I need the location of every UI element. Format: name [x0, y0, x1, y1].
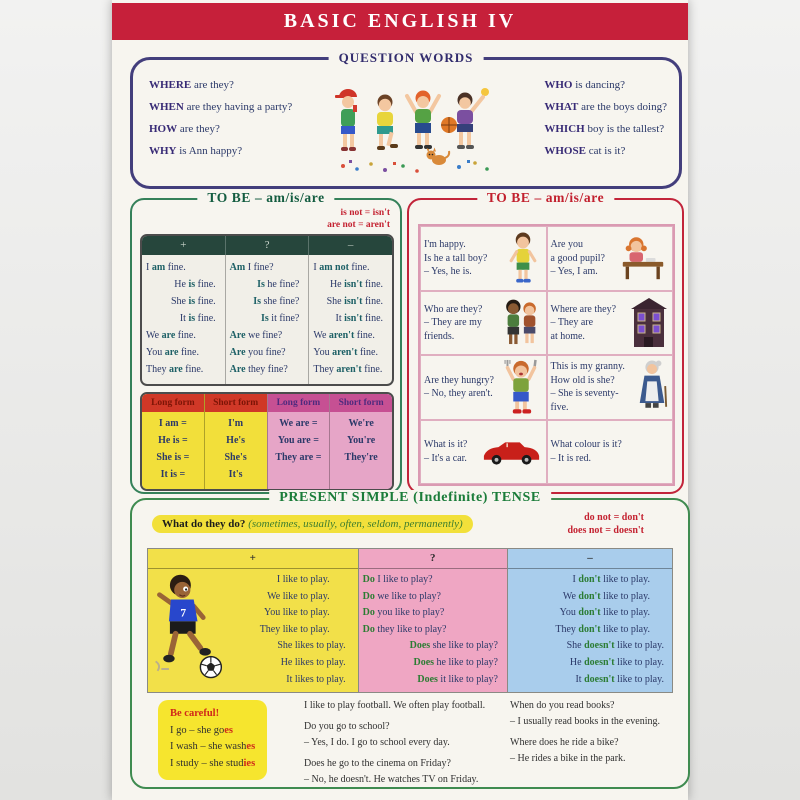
example-line: – They are my — [424, 317, 482, 328]
sentence-line: Do they like to play? — [362, 623, 447, 635]
sentence-line: You don't like to play. — [559, 607, 650, 619]
note-line: are not = aren't — [327, 220, 390, 230]
minus-header: – — [308, 236, 392, 255]
example-cell — [420, 291, 547, 356]
long-short-form-table — [140, 392, 394, 491]
granny-icon — [635, 359, 669, 415]
sentence-line: Does he like to play? — [413, 656, 498, 668]
example-sentence: Do you go to school? — [304, 721, 390, 732]
negative-column — [507, 549, 672, 692]
form-cell: We're — [348, 418, 374, 429]
sentence-line: You aren't fine. — [313, 347, 378, 358]
sentence-line: He isn't fine. — [329, 279, 384, 290]
football-boy-icon — [148, 569, 228, 689]
question-line: HOW are they? — [149, 123, 220, 135]
poster-page — [112, 0, 688, 800]
spelling-rule-line: I study – she studies — [170, 757, 256, 769]
form-cell: It's — [228, 469, 243, 480]
affirmative-column — [142, 255, 225, 384]
form-cell: She is = — [156, 452, 190, 463]
example-line: friends. — [424, 330, 455, 342]
sentence-line: It likes to play. — [286, 673, 346, 685]
example-cell — [420, 226, 547, 291]
sentence-line: Are you fine? — [229, 347, 286, 358]
examples-right — [510, 698, 678, 767]
sentence-line: You are fine. — [146, 347, 199, 358]
example-sentence: Where does he ride a bike? — [510, 737, 619, 748]
example-line: – Yes, I am. — [550, 266, 598, 277]
long-form-header-2: Long form — [268, 394, 330, 412]
sentence-line: Is he fine? — [257, 279, 300, 290]
example-cell — [420, 420, 547, 485]
present-simple-table — [147, 548, 673, 693]
question-line: WHAT are the boys doing? — [544, 101, 667, 113]
page-title: BASIC ENGLISH IV — [283, 10, 517, 32]
negative-lines — [508, 569, 672, 692]
question-line: WHY is Ann happy? — [149, 145, 243, 157]
sentence-line: Is she fine? — [253, 296, 300, 307]
example-cell — [547, 420, 674, 485]
question-words-left-list — [149, 74, 292, 162]
sentence-line: It is fine. — [179, 313, 216, 324]
question-line: WHICH boy is the tallest? — [544, 123, 665, 135]
sentence-line: We like to play. — [267, 590, 330, 602]
form-cell: You're — [347, 435, 376, 446]
sentence-line: She doesn't like to play. — [566, 640, 664, 652]
example-sentence: – I usually read books in the evening. — [510, 716, 660, 727]
short-form-column-2 — [329, 394, 392, 489]
long-form-column-1 — [142, 394, 204, 489]
sentence-line: I don't like to play. — [572, 574, 650, 585]
affirmative-column — [148, 549, 358, 692]
example-line: I'm happy. — [424, 239, 466, 250]
to-be-table-header — [142, 236, 392, 255]
sentence-line: Is it fine? — [261, 313, 300, 324]
example-line: Who are they? — [424, 303, 483, 315]
dont-doesnt-note — [567, 511, 644, 537]
spelling-rule-line: I go – she goes — [170, 724, 233, 736]
example-cell — [547, 291, 674, 356]
red-car-icon — [481, 437, 543, 467]
example-line: What colour is it? — [550, 439, 622, 451]
sentence-line: She is fine. — [170, 296, 216, 307]
minus-header: – — [508, 549, 672, 569]
example-sentence: When do you read books? — [510, 700, 615, 711]
dancing-kids-illustration — [319, 70, 509, 174]
plus-header: + — [148, 549, 358, 569]
example-line: This is my granny. — [550, 361, 625, 373]
question-words-title: QUESTION WORDS — [329, 50, 484, 66]
form-cell: We are = — [279, 418, 318, 429]
question-line: WHO is dancing? — [544, 79, 626, 91]
example-sentence: – He rides a bike in the park. — [510, 753, 626, 764]
sentence-line: He likes to play. — [280, 656, 346, 668]
long-form-header-1: Long form — [142, 394, 204, 412]
to-be-right-title: TO BE – am/is/are — [477, 190, 614, 206]
sentence-line: It isn't fine. — [335, 313, 384, 324]
sentence-line: I like to play. — [276, 574, 330, 585]
what-do-they-do-prompt — [152, 515, 473, 533]
be-careful-box — [158, 700, 267, 780]
sentence-line: We are fine. — [146, 330, 196, 341]
example-line: – It's a car. — [424, 452, 467, 464]
to-be-conjugation-table — [140, 234, 394, 386]
sentence-line: I am fine. — [146, 262, 186, 273]
affirmative-lines — [228, 569, 358, 692]
example-line: Are you — [550, 239, 583, 250]
example-line: – She is seventy-five. — [550, 388, 619, 413]
be-careful-title: Be careful! — [170, 708, 220, 719]
sentence-line: Are they fine? — [229, 364, 288, 375]
to-be-left-title: TO BE – am/is/are — [197, 190, 334, 206]
question-words-section — [130, 50, 682, 189]
example-line: – They are — [550, 317, 594, 328]
sentence-line: I am not fine. — [313, 262, 370, 273]
plus-header: + — [180, 239, 187, 251]
example-line: a good pupil? — [550, 252, 605, 264]
spelling-rule-line: I wash – she washes — [170, 741, 256, 752]
example-cell — [420, 355, 547, 420]
sentence-line: They don't like to play. — [555, 623, 650, 635]
sentence-line: Does it like to play? — [417, 673, 498, 685]
sentence-line: We don't like to play. — [562, 590, 650, 602]
form-cell: It is = — [160, 469, 186, 480]
examples-middle — [304, 698, 504, 788]
present-simple-section — [130, 490, 690, 789]
question-line: WHOSE cat is it? — [544, 145, 626, 157]
sentence-line: We aren't fine. — [313, 330, 375, 341]
example-cell — [547, 226, 674, 291]
sentence-line: Does she like to play? — [409, 640, 498, 652]
example-line: What is it? — [424, 439, 468, 451]
example-sentence: Does he go to the cinema on Friday? — [304, 758, 451, 769]
form-cell: I am = — [158, 418, 187, 429]
form-cell: I'm — [228, 418, 244, 429]
sentence-line: It doesn't like to play. — [575, 673, 664, 685]
svg-text:7: 7 — [180, 607, 187, 620]
example-cell — [547, 355, 674, 420]
to-be-table-section — [130, 190, 402, 494]
long-form-column-2 — [267, 394, 330, 489]
sentence-line: He doesn't like to play. — [569, 656, 664, 668]
sentence-line: They like to play. — [259, 623, 330, 635]
sentence-line: They are fine. — [146, 364, 204, 375]
question-header: ? — [225, 236, 309, 255]
form-cell: They are = — [275, 452, 322, 463]
question-line: WHEN are they having a party? — [149, 101, 293, 113]
cat-icon — [427, 148, 450, 166]
interrogative-column — [358, 549, 507, 692]
example-line: – Yes, he is. — [424, 266, 472, 277]
boy-icon — [503, 230, 543, 286]
sentence-line: Do I like to play? — [362, 574, 433, 585]
question-words-right-list — [544, 74, 667, 162]
girl-at-desk-icon — [617, 234, 669, 282]
short-form-header-2: Short form — [330, 394, 392, 412]
interrogative-column — [225, 255, 309, 384]
example-line: Where are they? — [550, 303, 617, 315]
sentence-line: Am I fine? — [229, 262, 274, 273]
example-line: – It is red. — [550, 452, 592, 464]
sentence-line: Do we like to play? — [362, 590, 441, 602]
example-line: Are they hungry? — [424, 374, 494, 386]
note-line: do not = don't — [584, 512, 644, 523]
form-cell: She's — [224, 452, 247, 463]
question-line: WHERE are they? — [149, 79, 234, 91]
note-line: is not = isn't — [340, 208, 390, 218]
example-line: – No, they aren't. — [424, 388, 493, 400]
to-be-examples-grid — [418, 224, 675, 486]
form-cell: They're — [344, 452, 378, 463]
sentence-line: Do you like to play? — [362, 607, 445, 619]
short-form-header-1: Short form — [205, 394, 267, 412]
friends-icon — [499, 297, 543, 349]
title-banner — [112, 3, 688, 40]
short-form-column-1 — [204, 394, 267, 489]
prompt-adverbs: (sometimes, usually, often, seldom, permanently) — [248, 518, 463, 530]
prompt-question: What do they do? — [162, 518, 246, 530]
sentence-line: She likes to play. — [277, 640, 346, 652]
interrogative-lines — [359, 569, 507, 692]
sentence-line: They aren't fine. — [313, 364, 383, 375]
form-cell: He is = — [158, 435, 188, 446]
example-sentence: – Yes, I do. I go to school every day. — [304, 737, 450, 748]
sentence-line: He is fine. — [174, 279, 216, 290]
example-sentence: I like to play football. We often play football. — [304, 700, 486, 711]
form-cell: You are = — [277, 435, 319, 446]
present-simple-title: PRESENT SIMPLE (Indefinite) TENSE — [269, 490, 551, 506]
sentence-line: You like to play. — [264, 607, 330, 619]
example-sentence: – No, he doesn't. He watches TV on Friday. — [304, 774, 479, 785]
hungry-boy-icon — [499, 359, 543, 415]
example-line: How old is she? — [550, 374, 615, 386]
example-line: Is he a tall boy? — [424, 252, 488, 264]
to-be-examples-section — [407, 190, 684, 494]
example-line: at home. — [550, 330, 585, 342]
house-icon — [629, 297, 669, 349]
negative-column — [308, 255, 392, 384]
question-header: ? — [359, 549, 507, 569]
note-line: does not = doesn't — [567, 525, 644, 536]
sentence-line: She isn't fine. — [326, 296, 384, 307]
form-cell: He's — [226, 435, 246, 446]
isnt-arent-note — [327, 207, 390, 231]
sentence-line: Are we fine? — [229, 330, 283, 341]
